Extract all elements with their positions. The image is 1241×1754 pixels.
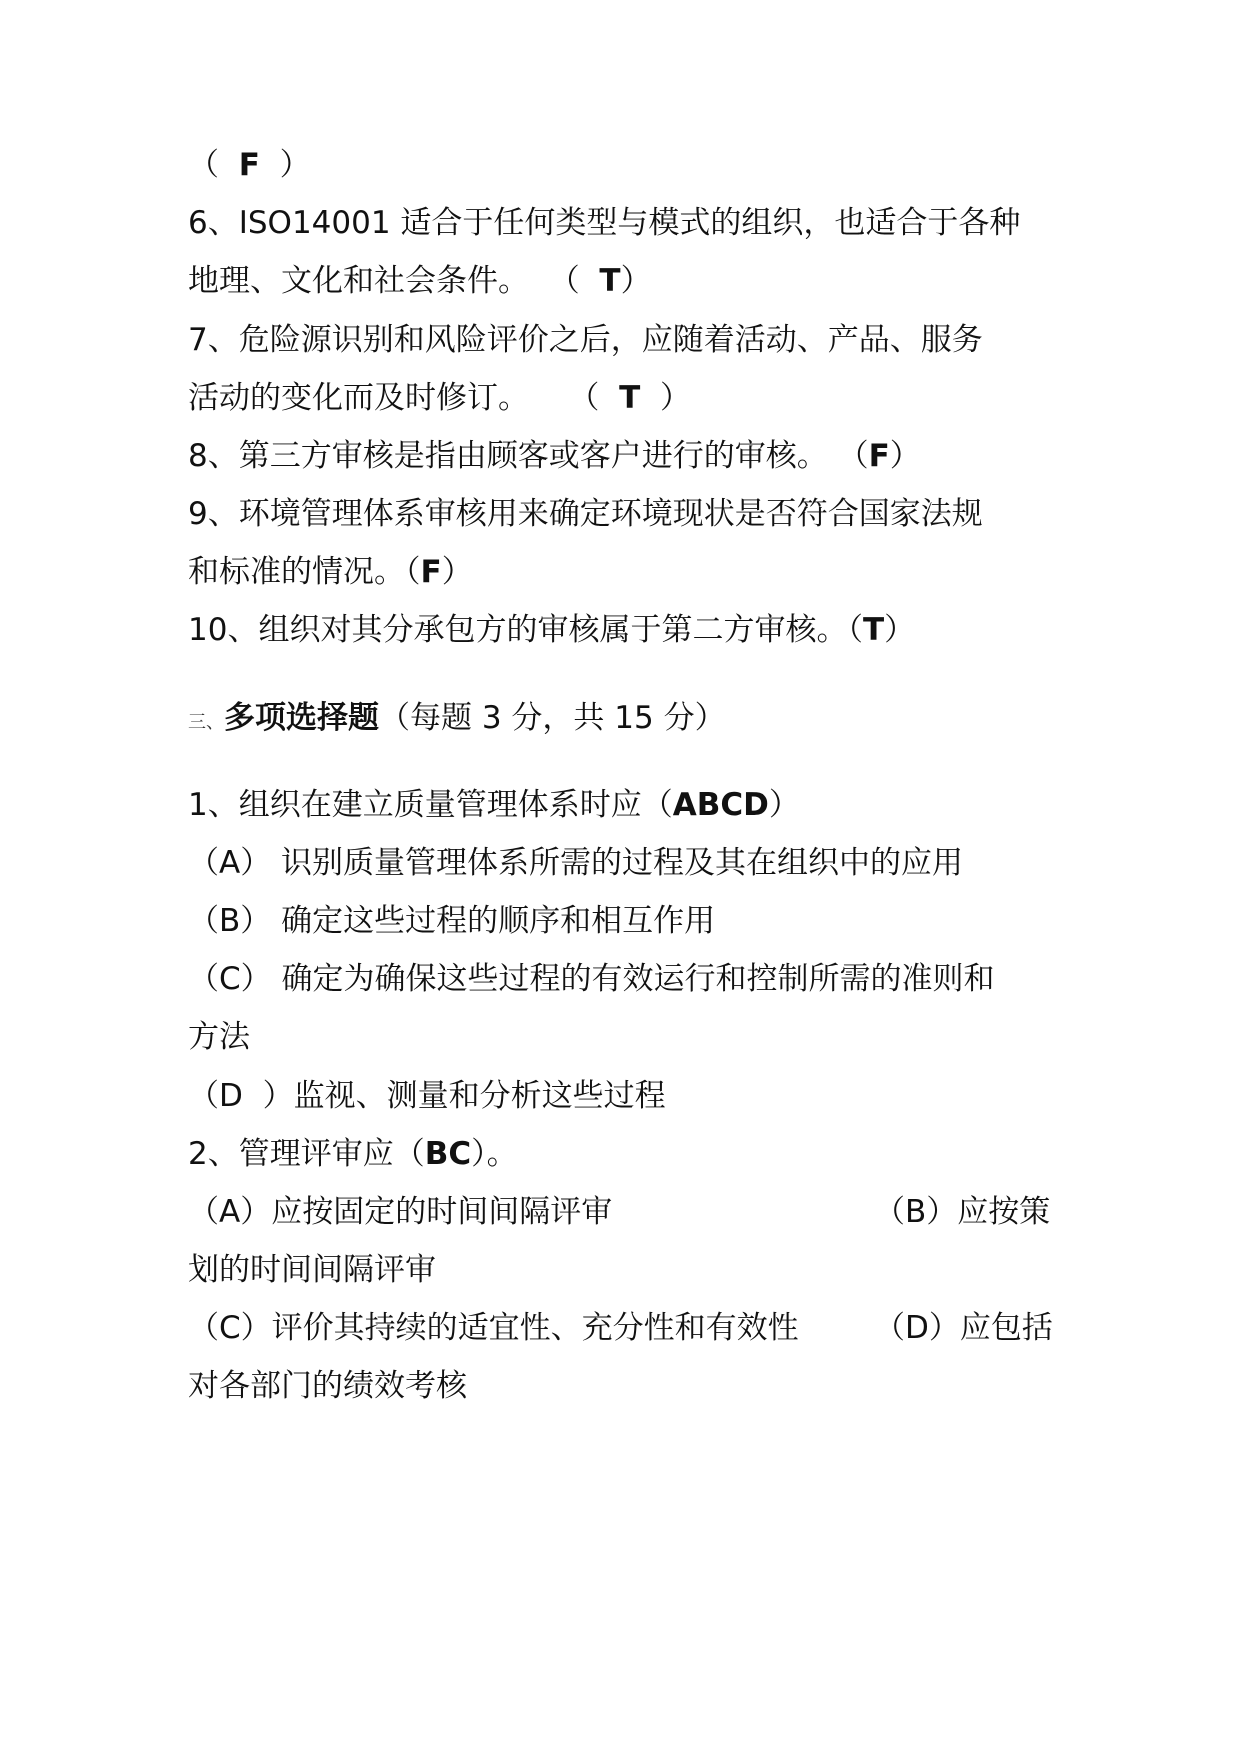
question-10-text: 10、组织对其分承包方的审核属于第二方审核。（: [188, 612, 863, 648]
mc-question-1-option-a: [188, 841, 963, 885]
mc-question-2-answer: BC: [424, 1136, 472, 1172]
section-title: 多项选择题: [224, 700, 379, 736]
option-text: 划的时间间隔评审: [188, 1252, 436, 1288]
answer-close: ）: [889, 438, 921, 474]
question-9-text-cont: 和标准的情况。（: [188, 554, 421, 590]
section-scoring-note: （每题 3 分，共 15 分）: [379, 700, 726, 736]
question-6-text: 6、ISO14001 适合于任何类型与模式的组织，也适合于各种: [188, 205, 1021, 241]
question-9-line-1: [188, 492, 983, 536]
question-6-text-cont: 地理、文化和社会条件。 （: [188, 263, 600, 299]
mc-question-1-option-c-cont: [188, 1015, 250, 1059]
question-6-line-1: [188, 201, 1020, 245]
option-text: （A） 识别质量管理体系所需的过程及其在组织中的应用: [188, 845, 964, 881]
option-b-text: （B）应按策: [874, 1194, 1051, 1230]
answer-close: ）: [259, 147, 311, 183]
option-text: 对各部门的绩效考核: [188, 1368, 467, 1404]
question-8-text: 8、第三方审核是指由顾客或客户进行的审核。 （: [188, 438, 869, 474]
document-page: [188, 0, 1068, 1754]
option-a-text: （A）应按固定的时间间隔评审: [188, 1194, 613, 1230]
answer-line-q5: [188, 143, 311, 187]
answer-close: ）: [441, 554, 473, 590]
mc-question-2-option-b-cont: [188, 1248, 436, 1292]
question-9-answer: F: [420, 554, 442, 590]
question-7-line-1: [188, 318, 983, 362]
option-text: （C） 确定为确保这些过程的有效运行和控制所需的准则和: [188, 961, 995, 997]
section-number: 三、: [188, 712, 224, 733]
question-6-line-2: [188, 259, 652, 303]
question-8-answer: F: [868, 438, 890, 474]
mc-question-2-stem: [188, 1132, 518, 1176]
question-9-line-2: [188, 550, 473, 594]
question-9-text: 9、环境管理体系审核用来确定环境现状是否符合国家法规: [188, 496, 983, 532]
mc-question-1-option-c: [188, 957, 995, 1001]
question-6-answer: T: [599, 263, 621, 299]
mc-question-2-options-cd: [188, 1306, 1068, 1350]
mc-question-1-text: 1、组织在建立质量管理体系时应（: [188, 787, 673, 823]
mc-question-1-option-b: [188, 899, 715, 943]
question-7-line-2: [188, 376, 691, 420]
mc-question-2-options-ab: [188, 1190, 1068, 1234]
mc-question-1-stem: [188, 783, 800, 827]
answer-close: ）: [884, 612, 916, 648]
answer-close: ）: [768, 787, 800, 823]
answer-close: ）: [640, 380, 691, 416]
answer-close: ）: [620, 263, 652, 299]
option-text: （D ）监视、测量和分析这些过程: [188, 1078, 666, 1114]
answer-value: F: [238, 147, 260, 183]
question-10-line: [188, 608, 915, 652]
question-10-answer: T: [862, 612, 885, 648]
option-c-text: （C）评价其持续的适宜性、充分性和有效性: [188, 1310, 799, 1346]
question-7-text: 7、危险源识别和风险评价之后，应随着活动、产品、服务: [188, 322, 983, 358]
option-text: （B） 确定这些过程的顺序和相互作用: [188, 903, 716, 939]
question-8-line: [188, 434, 921, 478]
section-3-heading: [188, 696, 726, 740]
question-7-answer: T: [619, 380, 641, 416]
answer-close: ）。: [471, 1136, 518, 1172]
answer-open: （: [188, 147, 239, 183]
question-7-text-cont: 活动的变化而及时修订。 （: [188, 380, 620, 416]
mc-question-2-text: 2、管理评审应（: [188, 1136, 425, 1172]
mc-question-2-option-d-cont: [188, 1364, 467, 1408]
mc-question-1-option-d: [188, 1074, 666, 1118]
option-text: 方法: [188, 1019, 250, 1055]
option-d-text: （D）应包括: [874, 1310, 1053, 1346]
mc-question-1-answer: ABCD: [672, 787, 769, 823]
